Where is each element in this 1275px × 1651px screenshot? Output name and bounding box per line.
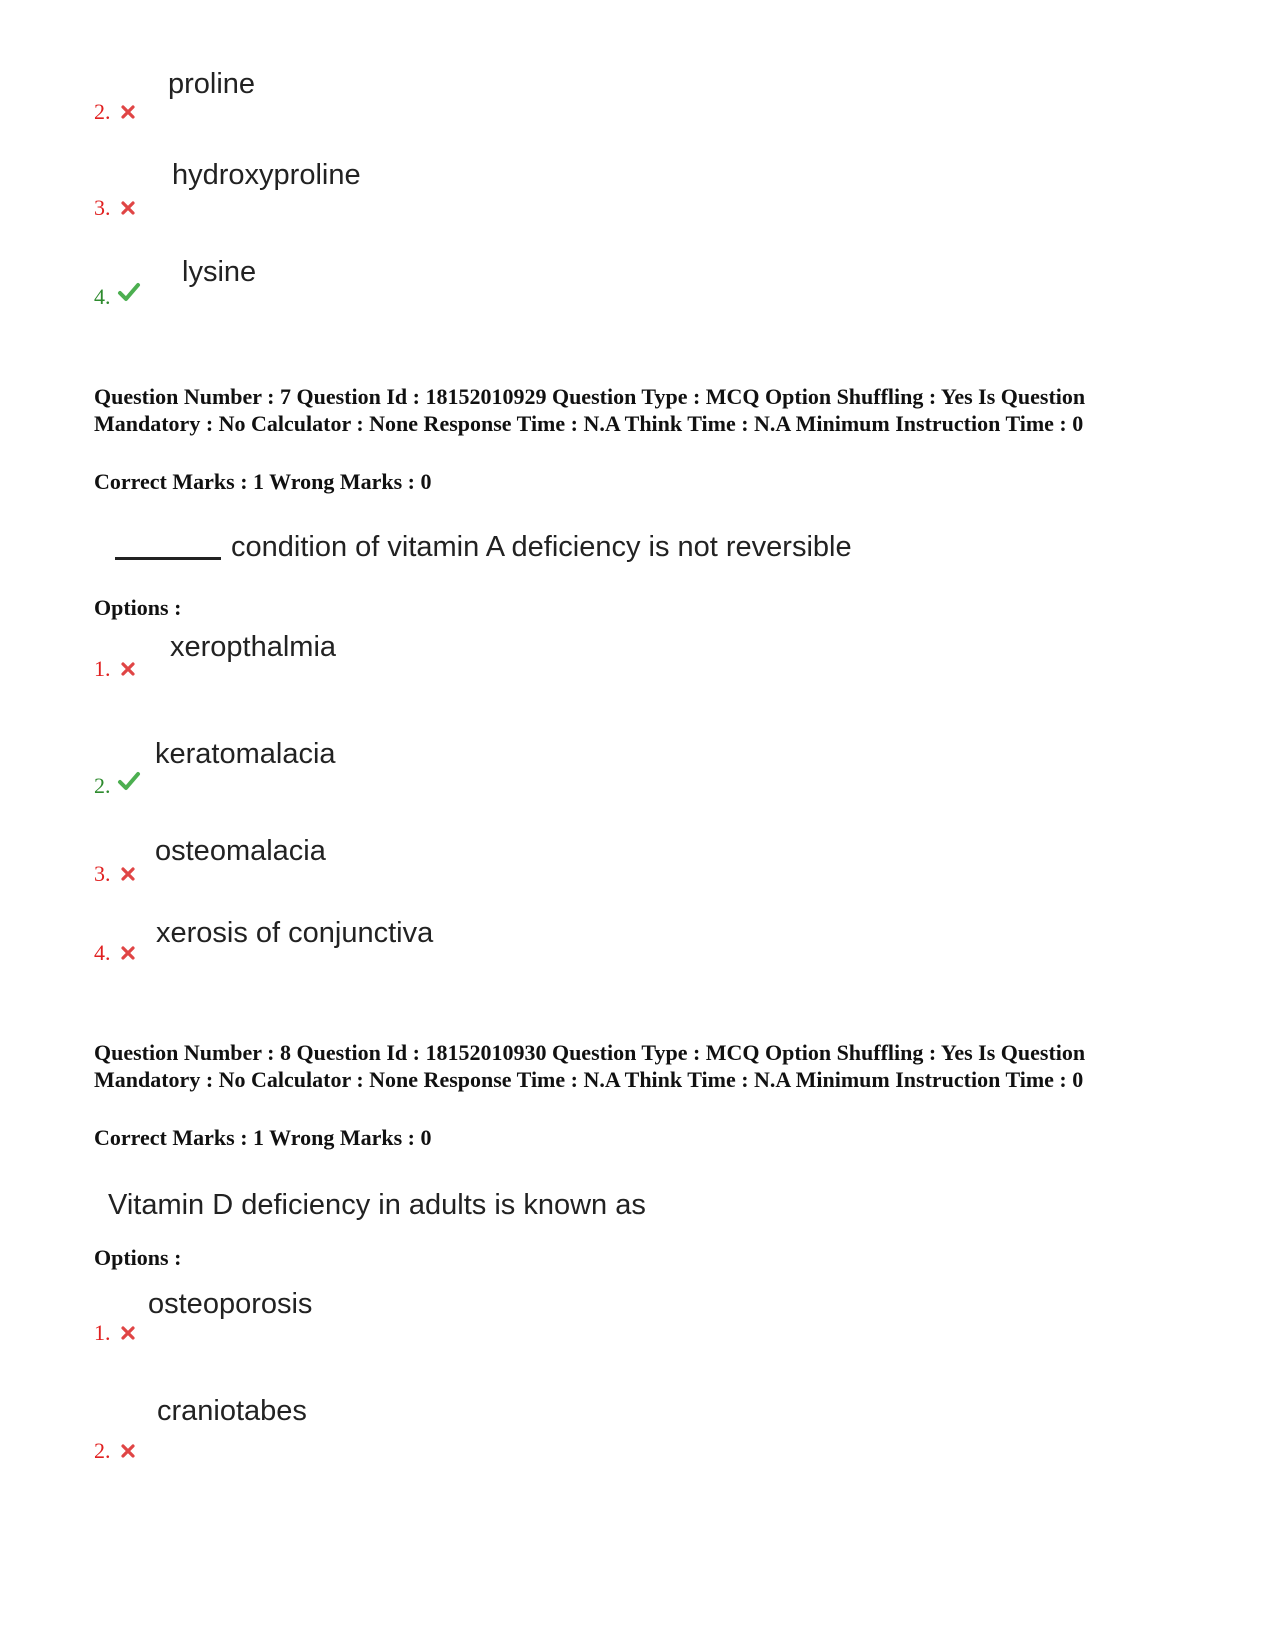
question-marks: Correct Marks : 1 Wrong Marks : 0	[94, 469, 432, 494]
options-label: Options :	[94, 1245, 182, 1270]
answer-blank	[115, 557, 221, 560]
cross-icon	[120, 104, 136, 120]
option-text: lysine	[182, 256, 257, 288]
option-text: hydroxyproline	[172, 159, 361, 191]
question-text: Vitamin D deficiency in adults is known as	[108, 1189, 646, 1221]
option-number: 3.	[94, 195, 111, 220]
option-text: xeropthalmia	[170, 631, 337, 663]
option-text: keratomalacia	[155, 738, 336, 770]
option-text: osteomalacia	[155, 835, 326, 867]
cross-icon	[120, 1443, 136, 1459]
question-meta: Question Number : 8 Question Id : 18152010930 Question Type : MCQ Option Shuffling : Yes Is Question Mandatory : No Calculator : None Response Time : N.A Think Time : N.A Minimum Instruction Time : 0	[94, 1040, 1086, 1092]
option-number: 4.	[94, 284, 111, 309]
question-meta: Question Number : 7 Question Id : 18152010929 Question Type : MCQ Option Shuffling : Yes Is Question Mandatory : No Calculator : None Response Time : N.A Think Time : N.A Minimum Instruction Time : 0	[94, 384, 1086, 436]
question-text-label: condition of vitamin A deficiency is not reversible	[231, 531, 852, 563]
option-number: 2.	[94, 773, 111, 798]
cross-icon	[120, 661, 136, 677]
option-text: craniotabes	[157, 1395, 307, 1427]
cross-icon	[120, 1325, 136, 1341]
question-marks: Correct Marks : 1 Wrong Marks : 0	[94, 1125, 432, 1150]
option-number: 2.	[94, 1438, 111, 1463]
option-number: 1.	[94, 1320, 111, 1345]
option-number: 1.	[94, 656, 111, 681]
cross-icon	[120, 945, 136, 961]
option-number: 2.	[94, 99, 111, 124]
question-text	[115, 531, 852, 564]
option-text: proline	[168, 68, 256, 100]
check-icon	[117, 282, 141, 302]
option-number: 4.	[94, 940, 111, 965]
option-text: osteoporosis	[148, 1288, 313, 1320]
cross-icon	[120, 866, 136, 882]
check-icon	[117, 771, 141, 791]
options-label: Options :	[94, 595, 182, 620]
option-text: xerosis of conjunctiva	[156, 917, 434, 949]
option-number: 3.	[94, 861, 111, 886]
cross-icon	[120, 200, 136, 216]
